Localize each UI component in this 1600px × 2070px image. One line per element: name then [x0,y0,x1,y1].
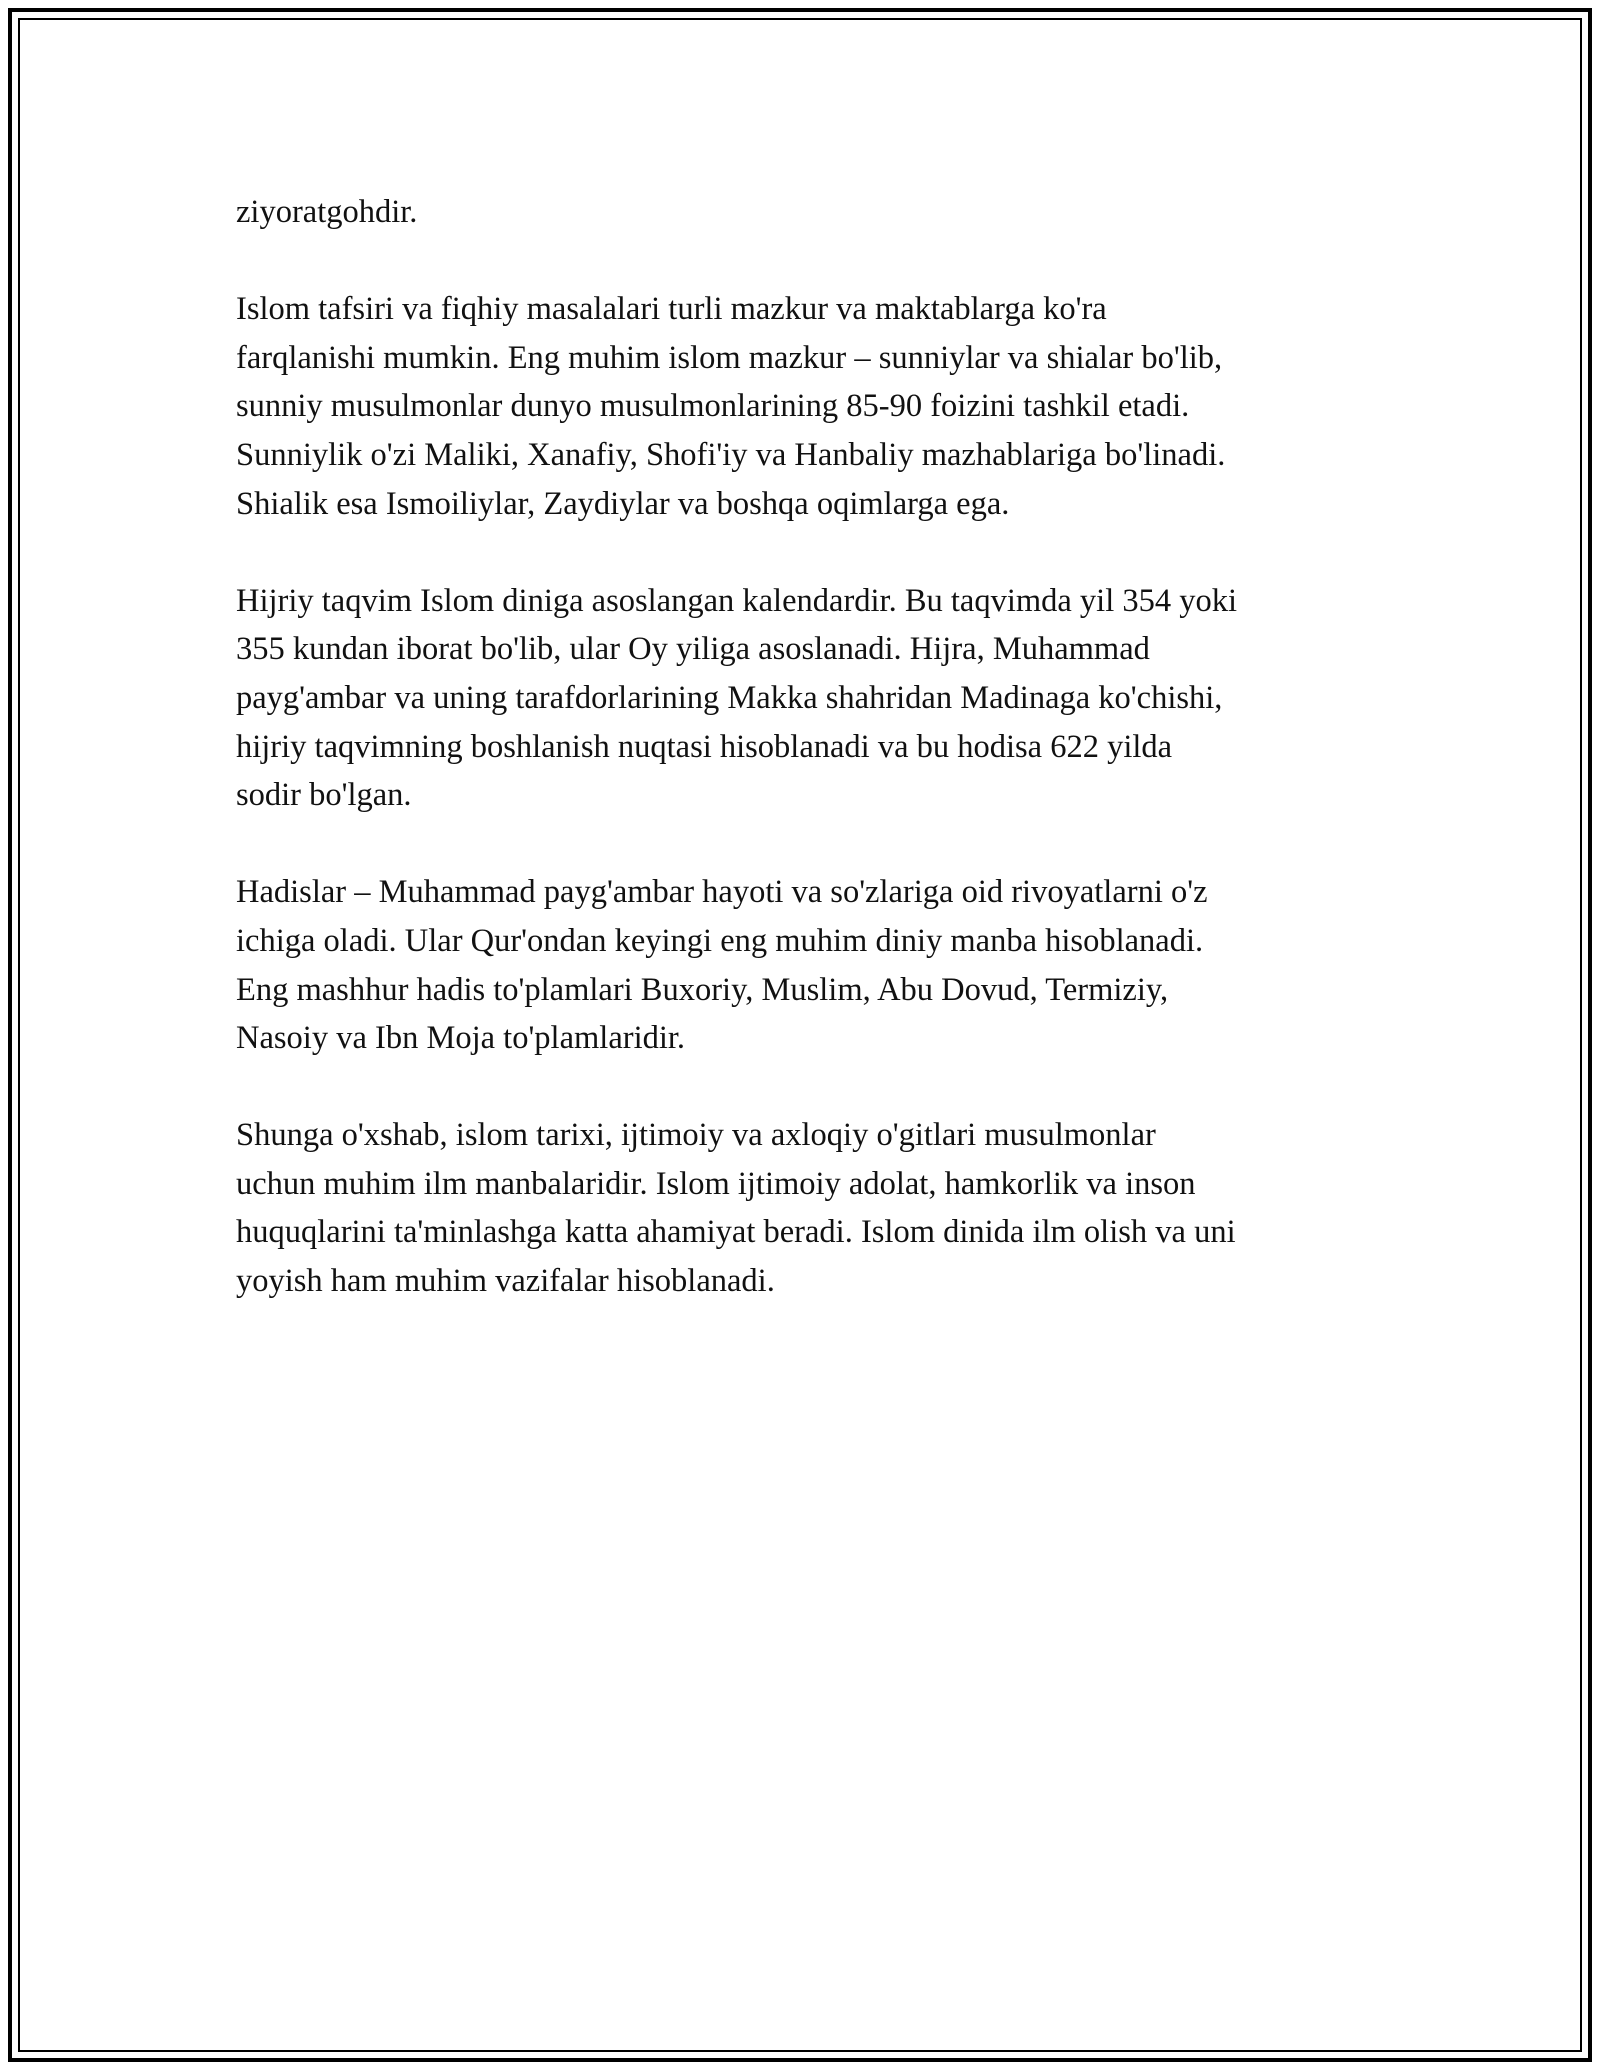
paragraph-continuation: ziyoratgohdir. [236,194,418,230]
document-body [236,188,1376,1354]
paragraph-ethics-knowledge: Shunga o'xshab, islom tarixi, ijtimoiy va axloqiy o'gitlari musulmonlar uchun muhim ilm manbalaridir. Islom ijtimoiy adolat, hamkorlik va inson huquqlarini ta'minlashga katta ahamiyat beradi. Islom dinida ilm olish va uni yoyish ham muhim vazifalar hisoblanadi. [236,1117,1236,1300]
paragraph-hijri-calendar: Hijriy taqvim Islom diniga asoslangan kalendardir. Bu taqvimda yil 354 yoki 355 kundan iborat bo'lib, ular Oy yiliga asoslanadi. Hijra, Muhammad payg'ambar va uning tarafdorlarining Makka shahridan Madinaga ko'chishi, hijriy taqvimning boshlanish nuqtasi hisoblanadi va bu hodisa 622 yilda sodir bo'lgan. [236,582,1238,814]
paragraph-hadith: Hadislar – Muhammad payg'ambar hayoti va so'zlariga oid rivoyatlarni o'z ichiga oladi. Ular Qur'ondan keyingi eng muhim diniy manba hisoblanadi. Eng mashhur hadis to'plamlari Buxoriy, Muslim, Abu Dovud, Termiziy, Nasoiy va Ibn Moja to'plamlaridir. [236,874,1208,1057]
paragraph-schools-of-islam: Islom tafsiri va fiqhiy masalalari turli mazkur va maktablarga ko'ra farqlanishi mumkin. Eng muhim islom mazkur – sunniylar va shialar bo'lib, sunniy musulmonlar dunyo musulmonlarining 85-90 foizini tashkil etadi. Sunniylik o'zi Maliki, Xanafiy, Shofi'iy va Hanbaliy mazhablariga bo'linadi. Shialik esa Ismoiliylar, Zaydiylar va boshqa oqimlarga ega. [236,291,1226,522]
